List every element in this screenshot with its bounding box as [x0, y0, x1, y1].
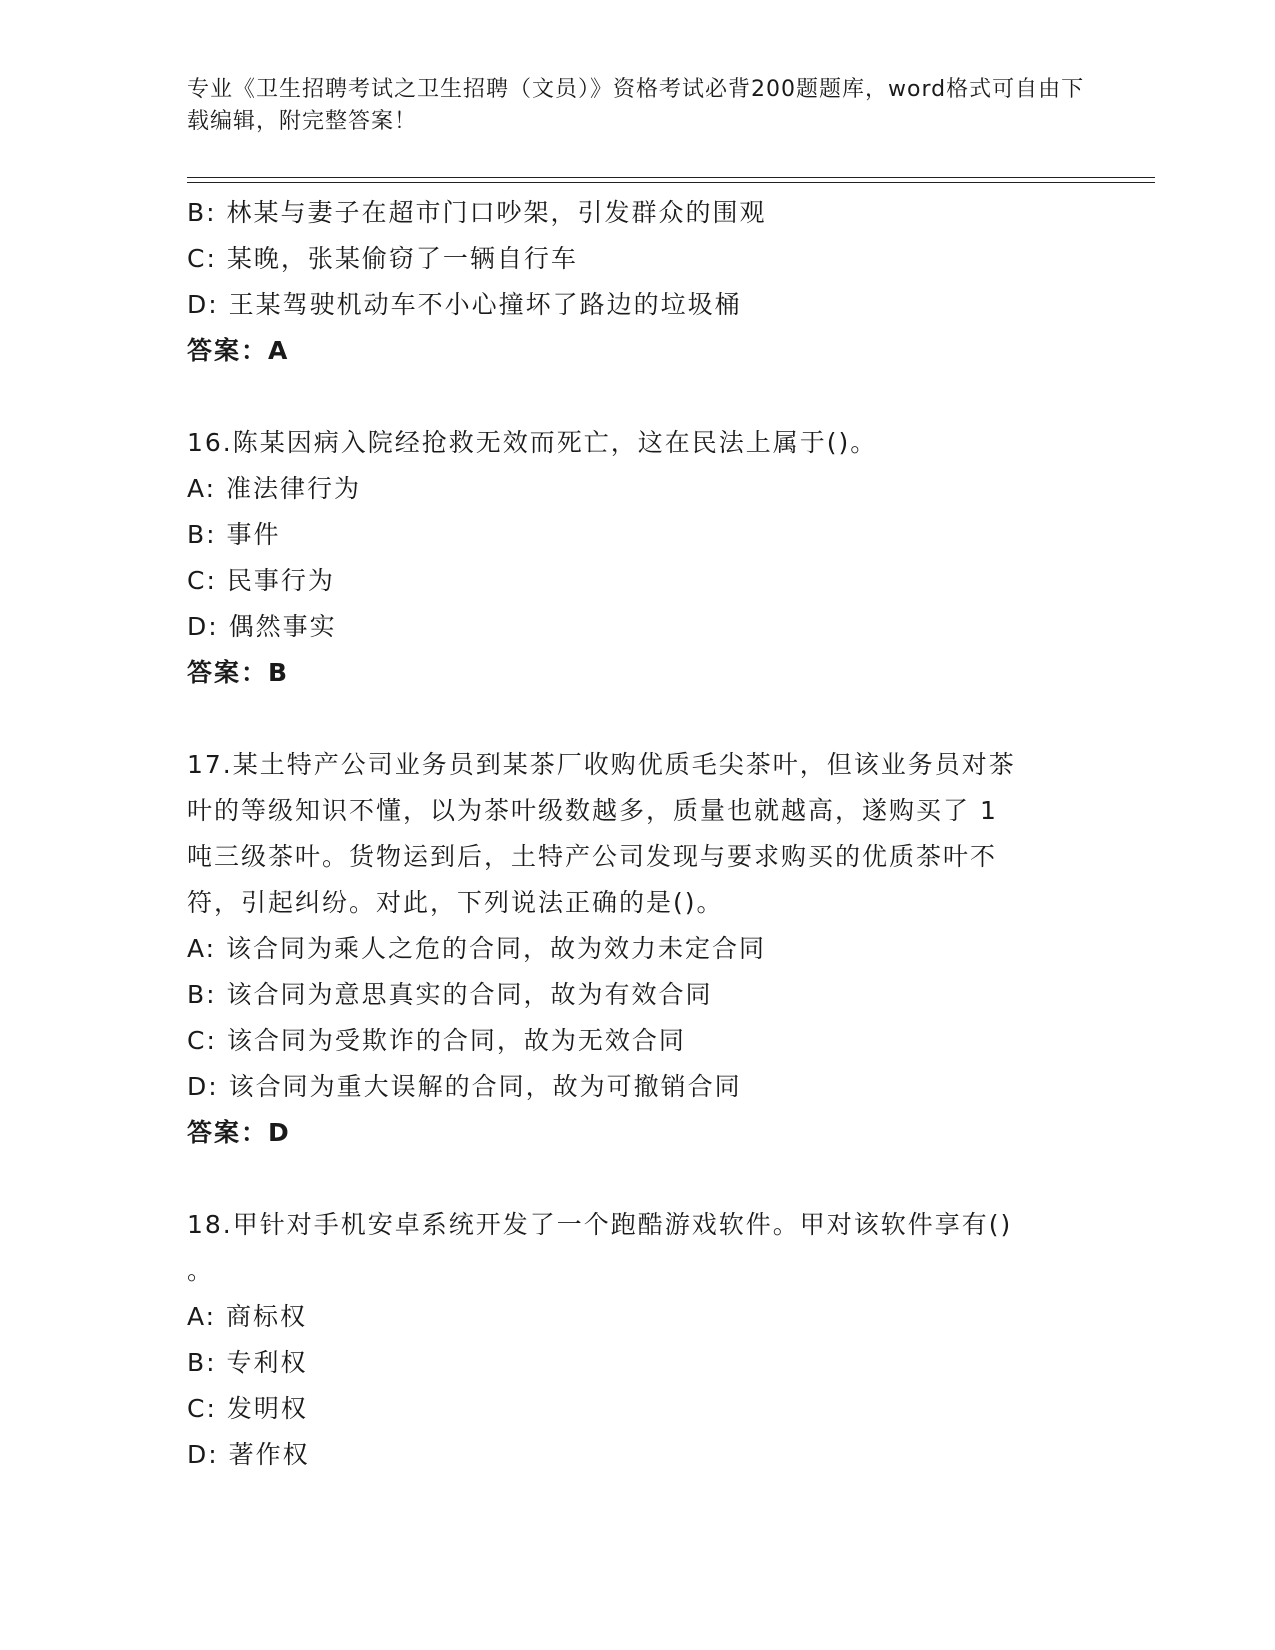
spacer	[187, 1156, 1087, 1202]
option-b: B: 专利权	[187, 1348, 308, 1377]
answer: 答案：A	[187, 336, 290, 365]
question-15-block	[187, 190, 1087, 374]
option-a: A: 该合同为乘人之危的合同，故为效力未定合同	[187, 934, 767, 963]
document-body	[187, 190, 1087, 1478]
option-b: B: 该合同为意思真实的合同，故为有效合同	[187, 980, 713, 1009]
question-18-block	[187, 1202, 1087, 1478]
spacer	[187, 374, 1087, 420]
header-divider-top	[187, 177, 1155, 178]
question-16-block	[187, 420, 1087, 696]
spacer	[187, 696, 1087, 742]
option-d: D: 王某驾驶机动车不小心撞坏了路边的垃圾桶	[187, 290, 742, 319]
answer: 答案：B	[187, 658, 290, 687]
answer: 答案：D	[187, 1118, 291, 1147]
question-17-block	[187, 742, 1087, 1156]
option-d: D: 该合同为重大误解的合同，故为可撤销合同	[187, 1072, 742, 1101]
option-c: C: 发明权	[187, 1394, 308, 1423]
header-divider-bottom	[187, 182, 1155, 183]
option-a: A: 准法律行为	[187, 474, 362, 503]
question-text: 16.陈某因病入院经抢救无效而死亡，这在民法上属于()。	[187, 428, 878, 457]
question-text-line: 吨三级茶叶。货物运到后，土特产公司发现与要求购买的优质茶叶不	[187, 842, 998, 871]
option-c: C: 该合同为受欺诈的合同，故为无效合同	[187, 1026, 686, 1055]
question-text-line: 叶的等级知识不懂，以为茶叶级数越多，质量也就越高，遂购买了 1	[187, 796, 998, 825]
option-d: D: 著作权	[187, 1440, 310, 1469]
question-text-line: 18.甲针对手机安卓系统开发了一个跑酷游戏软件。甲对该软件享有()	[187, 1210, 1013, 1239]
option-b: B: 事件	[187, 520, 281, 549]
option-c: C: 某晚，张某偷窃了一辆自行车	[187, 244, 578, 273]
question-text-line: 。	[187, 1256, 215, 1285]
option-d: D: 偶然事实	[187, 612, 337, 641]
question-text-line: 17.某土特产公司业务员到某茶厂收购优质毛尖茶叶，但该业务员对茶	[187, 750, 1016, 779]
question-text-line: 符，引起纠纷。对此，下列说法正确的是()。	[187, 888, 724, 917]
option-b: B: 林某与妻子在超市门口吵架，引发群众的围观	[187, 198, 767, 227]
option-a: A: 商标权	[187, 1302, 308, 1331]
option-c: C: 民事行为	[187, 566, 335, 595]
document-header: 专业《卫生招聘考试之卫生招聘（文员）》资格考试必背200题题库，word格式可自由下载编辑，附完整答案！	[187, 77, 1085, 134]
